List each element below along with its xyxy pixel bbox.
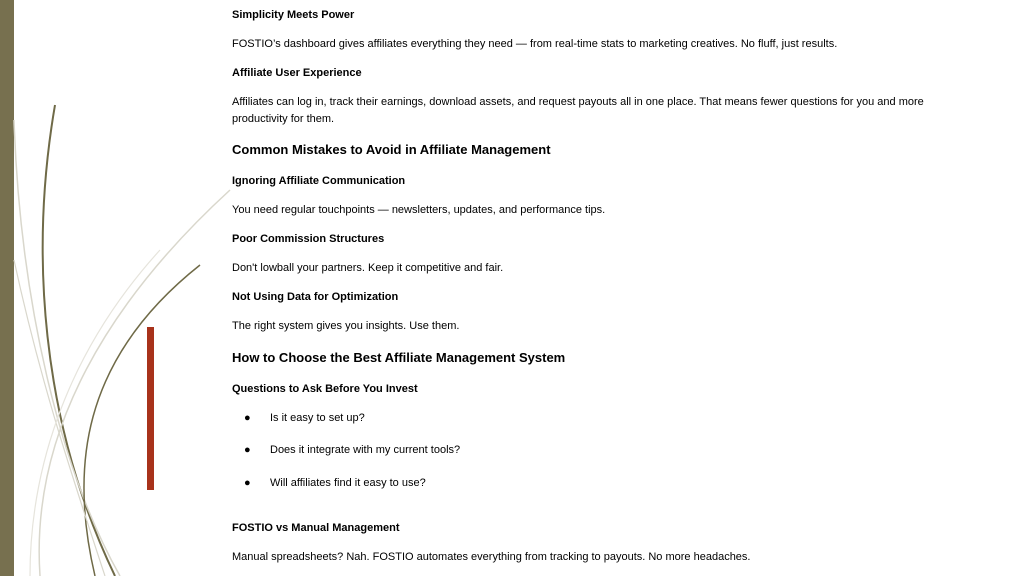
list-item: Does it integrate with my current tools? — [270, 444, 461, 456]
list-item: Will affiliates find it easy to use? — [270, 477, 426, 489]
simplicity-body: FOSTIO’s dashboard gives affiliates everything they need — from real-time stats to marketing creatives. No fluff, just results. — [232, 38, 838, 50]
simplicity-heading: Simplicity Meets Power — [232, 9, 355, 21]
commission-body: Don't lowball your partners. Keep it competitive and fair. — [232, 262, 504, 274]
ux-heading: Affiliate User Experience — [232, 67, 362, 79]
bullet-icon: ● — [244, 477, 251, 489]
mistakes-title: Common Mistakes to Avoid in Affiliate Management — [232, 142, 551, 157]
data-optimization-body: The right system gives you insights. Use them. — [232, 320, 460, 332]
commission-heading: Poor Commission Structures — [232, 233, 385, 245]
list-item: Is it easy to set up? — [270, 412, 365, 424]
communication-heading: Ignoring Affiliate Communication — [232, 175, 406, 187]
vs-body: Manual spreadsheets? Nah. FOSTIO automates everything from tracking to payouts. No more headaches. — [232, 551, 751, 563]
data-optimization-heading: Not Using Data for Optimization — [232, 291, 399, 303]
questions-heading: Questions to Ask Before You Invest — [232, 383, 418, 395]
bullet-icon: ● — [244, 412, 251, 424]
ux-body: Affiliates can log in, track their earnings, download assets, and request payouts all in one place. That means fewer questions for you and more productivity for them. — [232, 96, 924, 125]
choose-title: How to Choose the Best Affiliate Management System — [232, 350, 566, 365]
communication-body: You need regular touchpoints — newsletters, updates, and performance tips. — [232, 204, 606, 216]
bullet-icon: ● — [244, 444, 251, 456]
vs-heading: FOSTIO vs Manual Management — [232, 522, 400, 534]
